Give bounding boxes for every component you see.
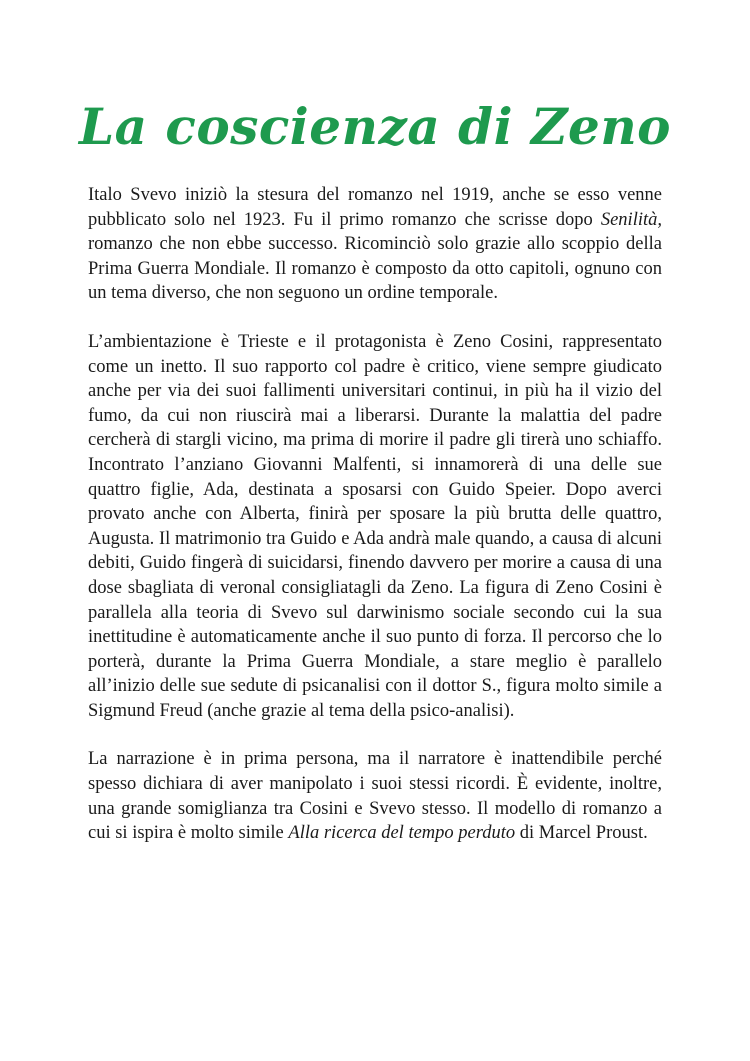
paragraph-2 xyxy=(88,330,662,724)
italic-title-proust: Alla ricerca del tempo perduto xyxy=(288,823,516,844)
text-segment: Italo Svevo iniziò la stesura del romanzo nel 1919, anche se esso venne pubblicato solo nel 1923. Fu il primo romanzo che scrisse dopo xyxy=(88,185,662,230)
document-body xyxy=(88,183,662,846)
text-segment: romanzo che non ebbe successo. Ricominciò solo grazie allo scoppio della Prima Guerra Mondiale. Il romanzo è composto da otto capitoli, ognuno con un tema diverso, che non seguono un ordine temporale. xyxy=(88,234,662,304)
text-segment: L’ambientazione è Trieste e il protagonista è Zeno Cosini, rappresentato come un inetto. Il suo rapporto col padre è critico, viene sempre giudicato anche per via dei suoi fallimenti universitari continui, in più ha il vizio del fumo, da cui non riuscirà mai a liberarsi. Durante la malattia del padre cercherà di stargli vicino, ma prima di morire il padre gli tirerà uno schiaffo. Incontrato l’anziano Giovanni Malfenti, si innamorerà di una delle sue quattro figlie, Ada, destinata a sposarsi con Guido Speier. Dopo averci provato anche con Alberta, finirà per sposare la più brutta delle quattro, Augusta. Il matrimonio tra Guido e Ada andrà male quando, a causa di alcuni debiti, Guido fingerà di suicidarsi, finendo davvero per morire a causa di una dose sbagliata di veronal consigliatagli da Zeno. La figura di Zeno Cosini è parallela alla teoria di Svevo sul darwinismo sociale secondo cui la sua inettitudine è automaticamente anche il suo punto di forza. Il percorso che lo porterà, durante la Prima Guerra Mondiale, a stare meglio è parallelo all’inizio delle sue sedute di psicanalisi con il dottor S., figura molto simile a Sigmund Freud (anche grazie al tema della psico-analisi). xyxy=(88,331,662,721)
paragraph-1 xyxy=(88,183,662,306)
italic-title-senilita: Senilità, xyxy=(600,209,662,230)
page-title: La coscienza di Zeno xyxy=(78,97,672,156)
text-segment: di Marcel Proust. xyxy=(515,823,648,844)
text-segment: La narrazione è in prima persona, ma il narratore è inattendibile perché spesso dichiara di aver manipolato i suoi stessi ricordi. È evidente, inoltre, una grande somiglianza tra Cosini e Svevo stesso. Il modello di romanzo a cui si ispira è molto simile xyxy=(88,749,662,844)
paragraph-3 xyxy=(88,747,662,845)
